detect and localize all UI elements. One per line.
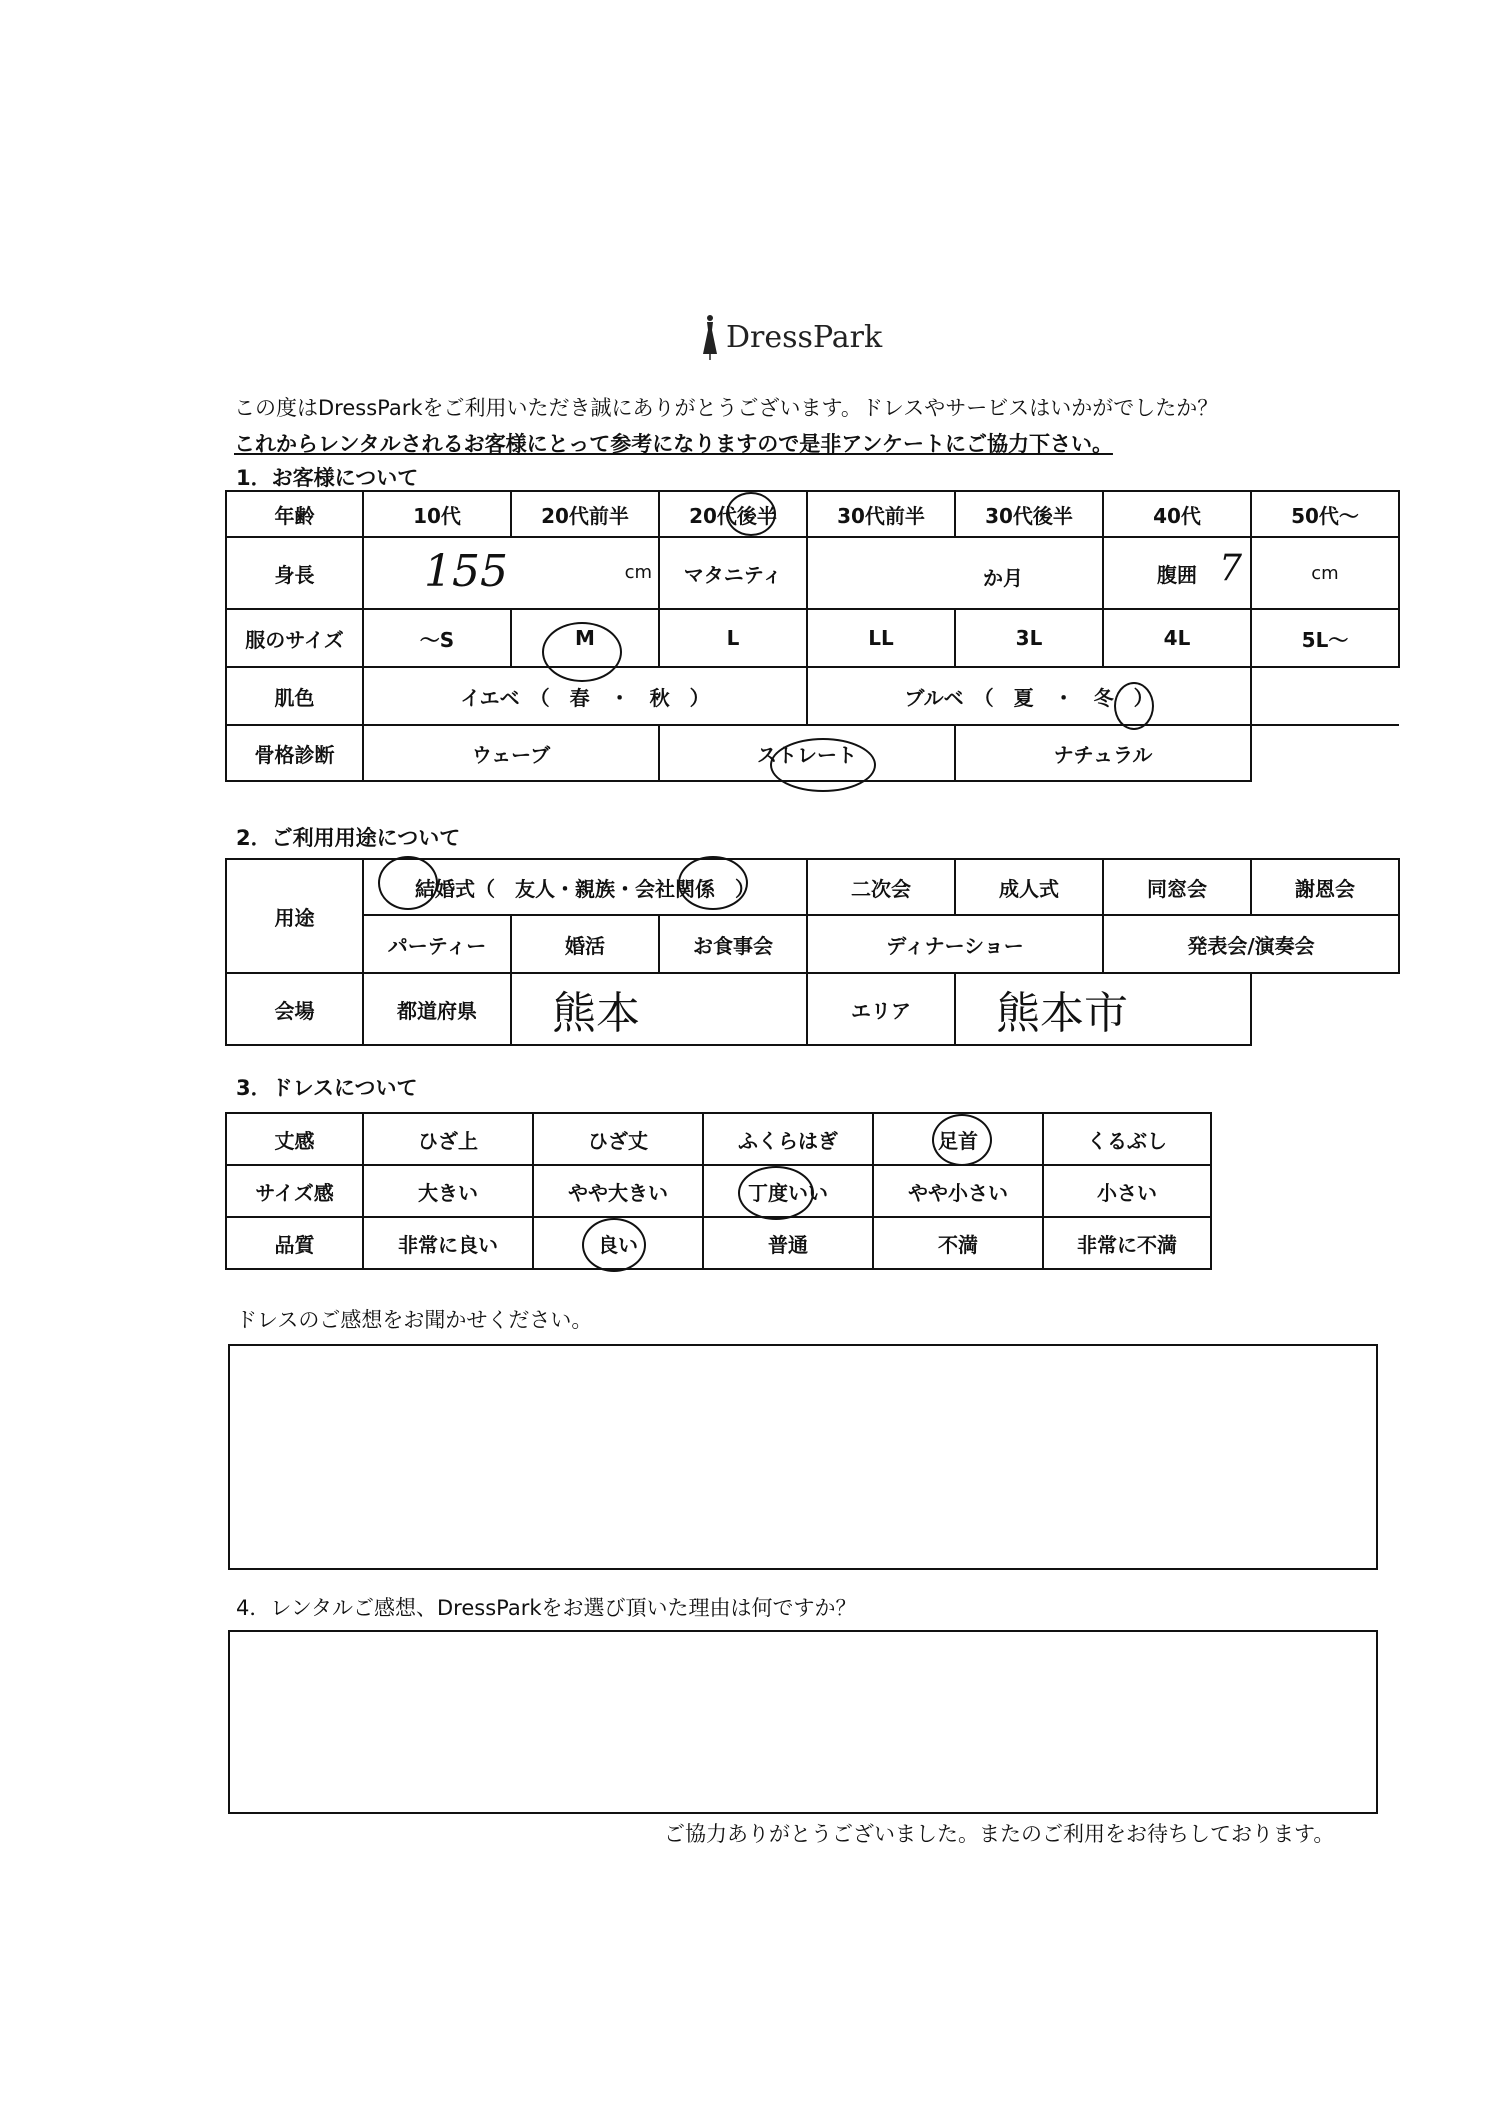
height-unit: cm bbox=[624, 562, 652, 583]
frame-option[interactable]: ウェーブ bbox=[363, 725, 659, 781]
purpose-option[interactable]: 発表会/演奏会 bbox=[1103, 915, 1399, 973]
dress-comment-box[interactable] bbox=[228, 1344, 1378, 1570]
brand-logo bbox=[700, 312, 882, 362]
size-option[interactable]: 3L bbox=[955, 609, 1103, 667]
size-option[interactable]: 5L～ bbox=[1251, 609, 1399, 667]
quality-option[interactable]: 非常に良い bbox=[363, 1217, 533, 1269]
company-selection-mark bbox=[678, 856, 748, 910]
age-option[interactable]: 50代～ bbox=[1251, 491, 1399, 537]
comment-prompt: ドレスのご感想をお聞かせください。 bbox=[236, 1308, 593, 1332]
fit-selection-mark bbox=[738, 1166, 814, 1220]
frame-option-selected[interactable]: ストレート bbox=[659, 725, 955, 781]
length-option-selected[interactable]: 足首 bbox=[873, 1113, 1043, 1165]
length-label: 丈感 bbox=[226, 1113, 363, 1165]
fit-option[interactable]: 小さい bbox=[1043, 1165, 1211, 1217]
rental-comment-box[interactable] bbox=[228, 1630, 1378, 1814]
purpose-option[interactable]: ディナーショー bbox=[807, 915, 1103, 973]
length-option[interactable]: ひざ上 bbox=[363, 1113, 533, 1165]
height-label: 身長 bbox=[226, 537, 363, 609]
length-option[interactable]: ひざ丈 bbox=[533, 1113, 703, 1165]
maternity-label: マタニティ bbox=[659, 537, 807, 609]
skin-blue-base[interactable] bbox=[807, 667, 1251, 725]
size-selection-mark bbox=[542, 622, 622, 682]
age-option[interactable]: 30代前半 bbox=[807, 491, 955, 537]
frame-label: 骨格診断 bbox=[226, 725, 363, 781]
purpose-option[interactable]: 二次会 bbox=[807, 859, 955, 915]
maternity-months-field[interactable] bbox=[807, 537, 1103, 609]
size-option[interactable]: ～S bbox=[363, 609, 511, 667]
fit-option[interactable]: 大きい bbox=[363, 1165, 533, 1217]
height-value: 155 bbox=[424, 546, 508, 597]
quality-option[interactable]: 普通 bbox=[703, 1217, 873, 1269]
length-option[interactable]: ふくらはぎ bbox=[703, 1113, 873, 1165]
section-1-title: 1．お客様について bbox=[236, 466, 419, 490]
prefecture-text: 熊本 bbox=[552, 988, 640, 1039]
venue-label: 会場 bbox=[226, 973, 363, 1045]
section-2-title: 2．ご利用用途について bbox=[236, 826, 461, 850]
waist-label-text: 腹囲 bbox=[1157, 562, 1197, 587]
quality-selection-mark bbox=[582, 1218, 646, 1272]
fit-label: サイズ感 bbox=[226, 1165, 363, 1217]
frame-option[interactable]: ナチュラル bbox=[955, 725, 1251, 781]
size-option[interactable]: L bbox=[659, 609, 807, 667]
waist-label bbox=[1103, 537, 1251, 609]
fit-option-selected[interactable]: 丁度いい bbox=[703, 1165, 873, 1217]
section-4-title: 4．レンタルご感想、DressParkをお選び頂いた理由は何ですか？ bbox=[236, 1596, 857, 1620]
skin-bl-suffix: ） bbox=[1113, 685, 1154, 710]
skin-bl-prefix: ブルベ （ 夏 ・ bbox=[904, 685, 1094, 710]
quality-option[interactable]: 非常に不満 bbox=[1043, 1217, 1211, 1269]
purpose-wedding[interactable]: 結婚式（ 友人・親族・会社関係 ） bbox=[363, 859, 807, 915]
age-option[interactable]: 40代 bbox=[1103, 491, 1251, 537]
area-label: エリア bbox=[807, 973, 955, 1045]
age-option[interactable]: 10代 bbox=[363, 491, 511, 537]
quality-label: 品質 bbox=[226, 1217, 363, 1269]
size-option-selected[interactable]: M bbox=[511, 609, 659, 667]
length-selection-mark bbox=[932, 1114, 992, 1166]
age-option-selected[interactable]: 20代後半 bbox=[659, 491, 807, 537]
purpose-option[interactable]: パーティー bbox=[363, 915, 511, 973]
skin-yellow-base[interactable]: イエベ （ 春 ・ 秋 ） bbox=[363, 667, 807, 725]
prefecture-label: 都道府県 bbox=[363, 973, 511, 1045]
age-option[interactable]: 30代後半 bbox=[955, 491, 1103, 537]
purpose-option[interactable]: お食事会 bbox=[659, 915, 807, 973]
age-selection-mark bbox=[726, 492, 776, 536]
quality-option-selected[interactable]: 良い bbox=[533, 1217, 703, 1269]
dress-table bbox=[225, 1112, 1212, 1270]
waist-unit: cm bbox=[1251, 537, 1399, 609]
wedding-selection-mark bbox=[378, 856, 438, 910]
size-option[interactable]: LL bbox=[807, 609, 955, 667]
waist-value: 7 bbox=[1219, 548, 1242, 589]
quality-option[interactable]: 不満 bbox=[873, 1217, 1043, 1269]
fit-option[interactable]: やや小さい bbox=[873, 1165, 1043, 1217]
skin-winter-selected[interactable]: 冬 bbox=[1093, 685, 1114, 710]
brand-name: DressPark bbox=[726, 319, 883, 355]
length-option[interactable]: くるぶし bbox=[1043, 1113, 1211, 1165]
prefecture-value[interactable] bbox=[511, 973, 807, 1045]
frame-selection-mark bbox=[770, 738, 876, 792]
height-field[interactable] bbox=[363, 537, 659, 609]
size-option[interactable]: 4L bbox=[1103, 609, 1251, 667]
intro-line-1: この度はDressParkをご利用いただき誠にありがとうございます。ドレスやサービスはいかがでしたか？ bbox=[234, 396, 1219, 420]
footer-message: ご協力ありがとうございました。またのご利用をお待ちしております。 bbox=[664, 1822, 1335, 1846]
fit-option[interactable]: やや大きい bbox=[533, 1165, 703, 1217]
purpose-option[interactable]: 成人式 bbox=[955, 859, 1103, 915]
dress-icon bbox=[700, 314, 720, 360]
purpose-label: 用途 bbox=[226, 859, 363, 973]
age-option[interactable]: 20代前半 bbox=[511, 491, 659, 537]
winter-selection-mark bbox=[1114, 682, 1154, 730]
purpose-option[interactable]: 婚活 bbox=[511, 915, 659, 973]
purpose-option[interactable]: 謝恩会 bbox=[1251, 859, 1399, 915]
section-3-title: 3．ドレスについて bbox=[236, 1076, 418, 1100]
area-value[interactable] bbox=[955, 973, 1251, 1045]
area-text: 熊本市 bbox=[996, 988, 1128, 1039]
size-label: 服のサイズ bbox=[226, 609, 363, 667]
age-label: 年齢 bbox=[226, 491, 363, 537]
intro-line-2: これからレンタルされるお客様にとって参考になりますので是非アンケートにご協力下さい。 bbox=[234, 432, 1113, 456]
months-unit: か月 bbox=[983, 566, 1023, 590]
purpose-option[interactable]: 同窓会 bbox=[1103, 859, 1251, 915]
skin-label: 肌色 bbox=[226, 667, 363, 725]
